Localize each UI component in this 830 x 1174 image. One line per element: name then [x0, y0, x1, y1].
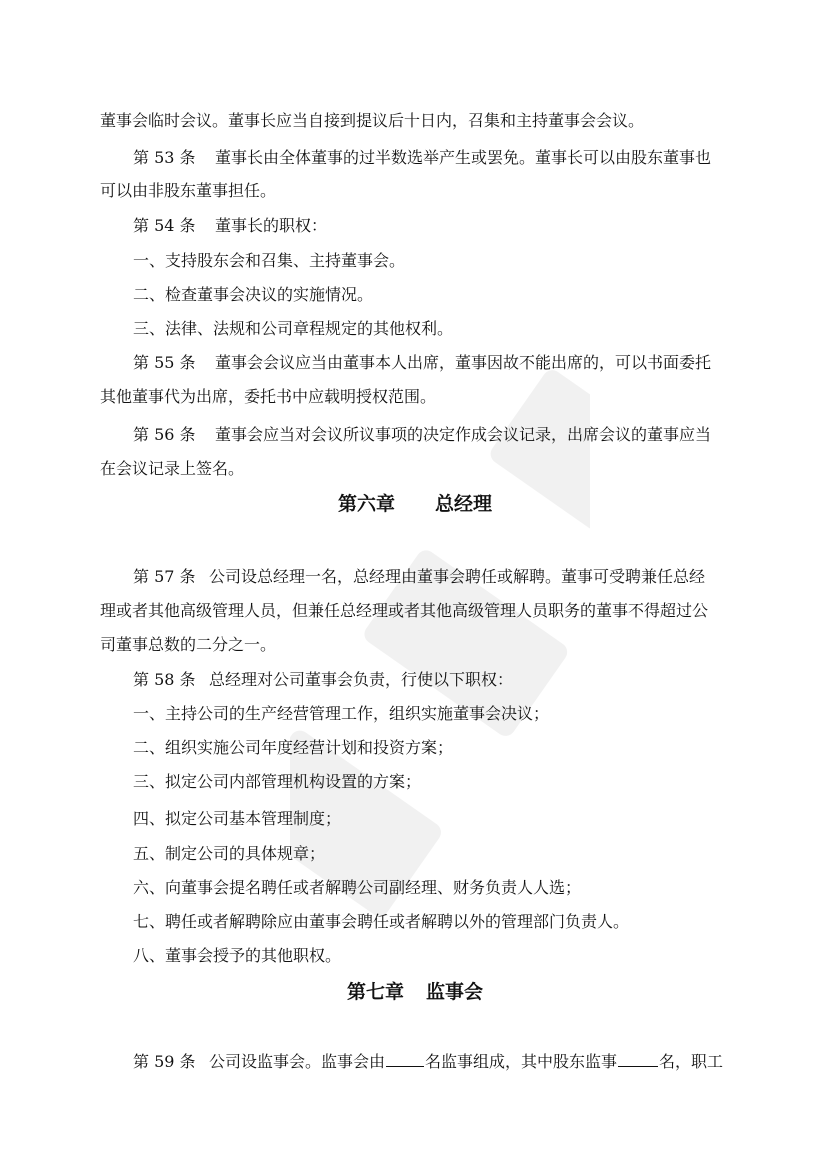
line-text: 在会议记录上签名。 — [100, 459, 245, 478]
line-text: 董事会会议应当由董事本人出席，董事因故不能出席的，可以书面委托 — [215, 353, 712, 372]
line-text: 名监事组成，其中股东监事 — [425, 1052, 618, 1071]
line-text: 司董事总数的二分之一。 — [100, 635, 277, 654]
line-text: 董事会临时会议。董事长应当自接到提议后十日内，召集和主持董事会会议。 — [100, 111, 645, 130]
line-text: 董事会应当对会议所议事项的决定作成会议记录，出席会议的董事应当 — [215, 425, 712, 444]
article-number: 第 56 条 — [133, 425, 196, 444]
list-item — [133, 251, 753, 271]
article-number: 第 53 条 — [133, 148, 196, 167]
line-text: 董事长的职权： — [215, 216, 328, 235]
line-text: 理或者其他高级管理人员，但兼任总经理或者其他高级管理人员职务的董事不得超过公 — [100, 601, 709, 620]
list-item — [133, 912, 753, 932]
line-text: 其他董事代为出席，委托书中应载明授权范围。 — [100, 387, 437, 406]
line-text: 公司设监事会。监事会由 — [209, 1052, 386, 1071]
paragraph-line — [100, 601, 750, 621]
article-59 — [133, 1052, 753, 1072]
list-item — [133, 319, 753, 339]
list-item — [133, 946, 753, 966]
paragraph-line — [100, 111, 750, 131]
list-item — [133, 844, 753, 864]
paragraph-line — [100, 459, 750, 479]
article-number: 第 54 条 — [133, 216, 196, 235]
chapter-label: 第六章 — [337, 493, 395, 515]
line-text: 公司设总经理一名，总经理由董事会聘任或解聘。董事可受聘兼任总经 — [209, 567, 706, 586]
article-55 — [133, 353, 753, 373]
line-text: 总经理对公司董事会负责，行使以下职权： — [209, 670, 514, 689]
article-56 — [133, 425, 753, 445]
line-text: 二、组织实施公司年度经营计划和投资方案； — [133, 738, 454, 757]
paragraph-line — [100, 181, 750, 201]
chapter-title: 总经理 — [435, 493, 493, 515]
line-text: 名，职工 — [659, 1052, 724, 1071]
chapter-heading — [0, 492, 830, 516]
chapter-heading — [0, 980, 830, 1004]
list-item — [133, 809, 753, 829]
fill-in-blank[interactable] — [386, 1052, 424, 1067]
list-item — [133, 878, 753, 898]
list-item — [133, 772, 753, 792]
line-text: 八、董事会授予的其他职权。 — [133, 946, 342, 965]
line-text: 一、支持股东会和召集、主持董事会。 — [133, 251, 406, 270]
list-item — [133, 285, 753, 305]
line-text: 五、制定公司的具体规章； — [133, 844, 326, 863]
chapter-label: 第七章 — [346, 981, 404, 1003]
article-number: 第 55 条 — [133, 353, 196, 372]
list-item — [133, 704, 753, 724]
article-number: 第 58 条 — [133, 670, 196, 689]
paragraph-line — [100, 635, 750, 655]
line-text: 三、拟定公司内部管理机构设置的方案； — [133, 772, 422, 791]
line-text: 三、法律、法规和公司章程规定的其他权利。 — [133, 319, 454, 338]
line-text: 六、向董事会提名聘任或者解聘公司副经理、财务负责人人选； — [133, 878, 582, 897]
article-number: 第 57 条 — [133, 567, 196, 586]
chapter-title: 监事会 — [426, 981, 484, 1003]
list-item — [133, 738, 753, 758]
line-text: 二、检查董事会决议的实施情况。 — [133, 285, 374, 304]
line-text: 可以由非股东董事担任。 — [100, 181, 277, 200]
fill-in-blank[interactable] — [618, 1052, 658, 1067]
line-text: 七、聘任或者解聘除应由董事会聘任或者解聘以外的管理部门负责人。 — [133, 912, 630, 931]
article-54 — [133, 216, 753, 236]
article-57 — [133, 567, 753, 587]
article-53 — [133, 148, 753, 168]
article-number: 第 59 条 — [133, 1052, 196, 1071]
line-text: 一、主持公司的生产经营管理工作，组织实施董事会决议； — [133, 704, 550, 723]
line-text: 四、拟定公司基本管理制度； — [133, 809, 342, 828]
line-text: 董事长由全体董事的过半数选举产生或罢免。董事长可以由股东董事也 — [215, 148, 712, 167]
paragraph-line — [100, 387, 750, 407]
article-58 — [133, 670, 753, 690]
